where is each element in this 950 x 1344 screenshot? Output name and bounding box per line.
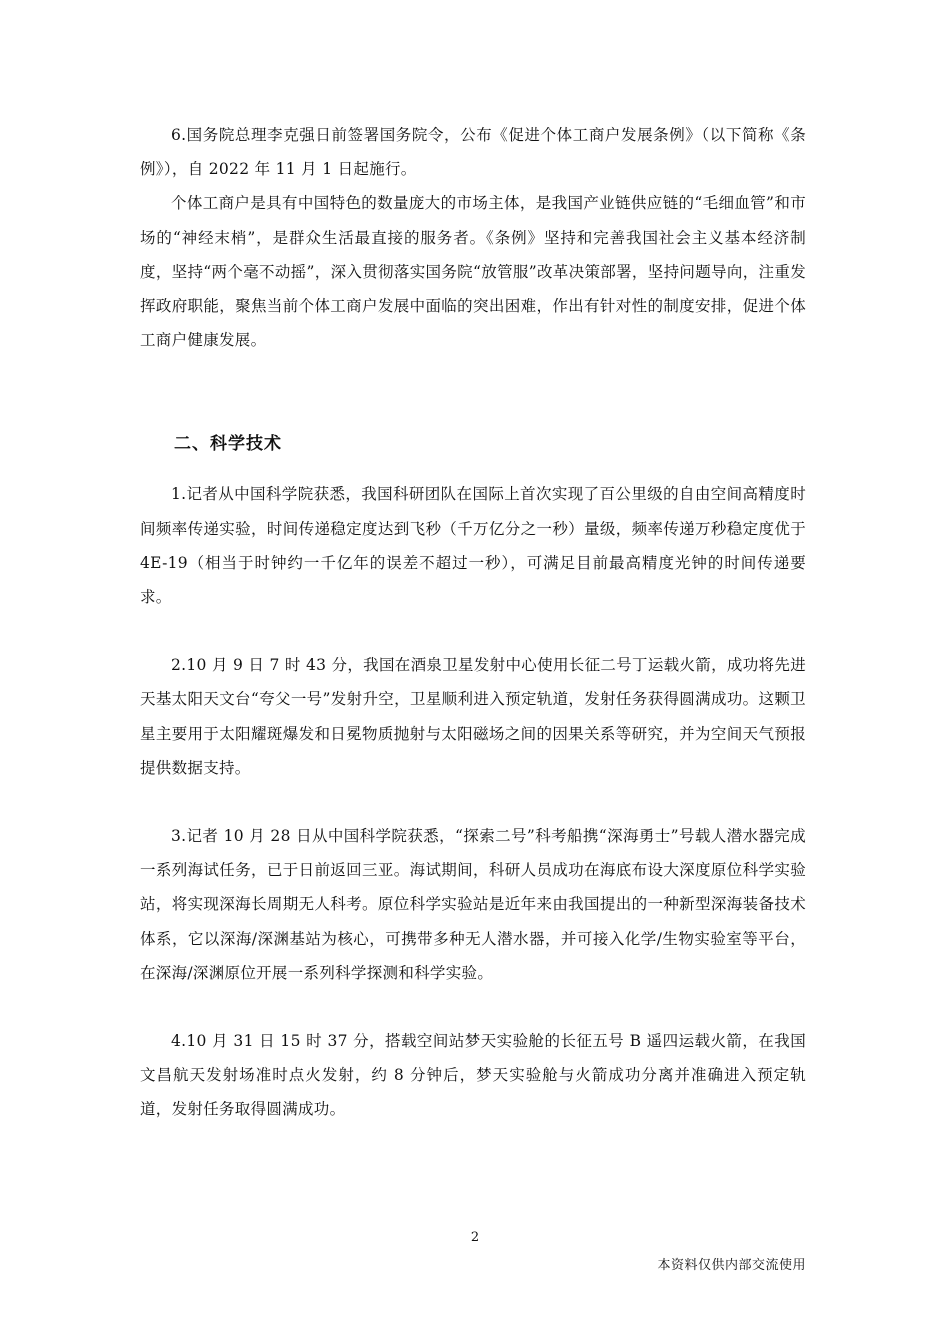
news-item [140,477,806,614]
footer-note: 本资料仅供内部交流使用 [657,1258,806,1273]
page-number: 2 [470,1230,480,1245]
news-item [140,819,806,990]
news-item-paragraph: 3.记者 10 月 28 日从中国科学院获悉，“探索二号”科考船携“深海勇士”号载人潜水器完成一系列海试任务，已于日前返回三亚。海试期间，科研人员成功在海底布设大深度原位科学实验站，将实现深海长周期无人科考。原位科学实验站是近年来由我国提出的一种新型深海装备技术体系，它以深海/深渊基站为核心，可携带多种无人潜水器，并可接入化学/生物实验室等平台，在深海/深渊原位开展一系列科学探测和科学实验。 [140,827,806,982]
section-heading-science-technology: 二、科学技术 [174,434,282,455]
news-item-paragraph: 2.10 月 9 日 7 时 43 分，我国在酒泉卫星发射中心使用长征二号丁运载火箭，成功将先进天基太阳天文台“夸父一号”发射升空，卫星顺利进入预定轨道，发射任务获得圆满成功。这颗卫星主要用于太阳耀斑爆发和日冕物质抛射与太阳磁场之间的因果关系等研究，并为空间天气预报提供数据支持。 [140,656,806,777]
news-item [140,648,806,785]
document-body [140,118,806,1161]
news-item-paragraph: 1.记者从中国科学院获悉，我国科研团队在国际上首次实现了百公里级的自由空间高精度时间频率传递实验，时间传递稳定度达到飞秒（千万亿分之一秒）量级，频率传递万秒稳定度优于 4E-19（相当于时钟约一千亿年的误差不超过一秒），可满足目前最高精度光钟的时间传递要求。 [140,485,806,607]
news-item-paragraph: 4.10 月 31 日 15 时 37 分，搭载空间站梦天实验舱的长征五号 B 遥四运载火箭，在我国文昌航天发射场准时点火发射，约 8 分钟后，梦天实验舱与火箭成功分离并准确进入预定轨道，发射任务取得圆满成功。 [140,1032,806,1119]
news-item [140,1024,806,1127]
item-6-paragraph: 6.国务院总理李克强日前签署国务院令，公布《促进个体工商户发展条例》（以下简称《条例》），自 2022 年 11 月 1 日起施行。 [140,126,806,179]
item-6-detail-paragraph: 个体工商户是具有中国特色的数量庞大的市场主体，是我国产业链供应链的“毛细血管”和市场的“神经末梢”，是群众生活最直接的服务者。《条例》坚持和完善我国社会主义基本经济制度，坚持“两个毫不动摇”，深入贯彻落实国务院“放管服”改革决策部署，坚持问题导向，注重发挥政府职能，聚焦当前个体工商户发展中面临的突出困难，作出有针对性的制度安排，促进个体工商户健康发展。 [140,194,806,350]
